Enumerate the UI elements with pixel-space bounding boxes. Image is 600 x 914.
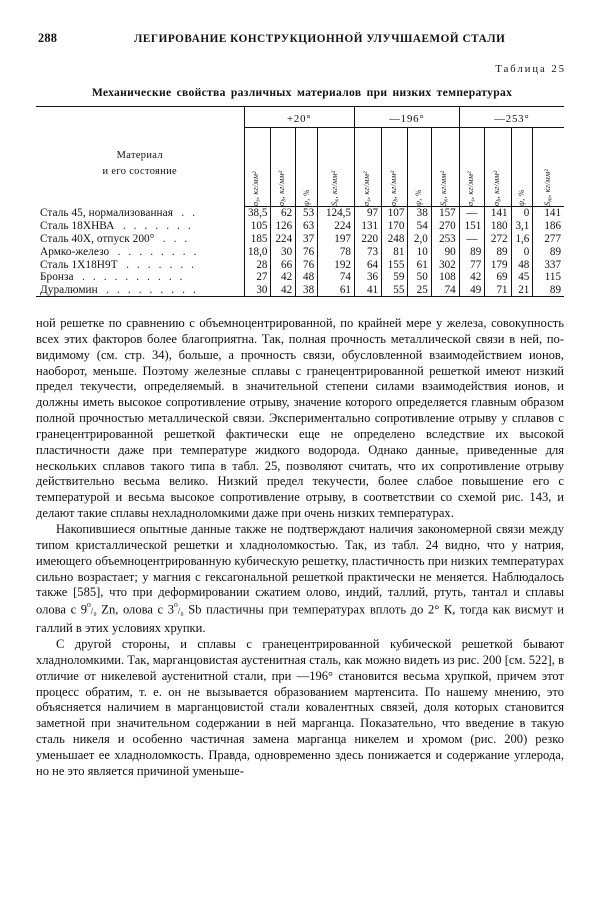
table-cell-value: 81 (382, 245, 408, 258)
table-cell-value: 37 (296, 233, 318, 246)
table-cell-material (36, 220, 244, 233)
table-cell-value: 63 (296, 220, 318, 233)
material-name: Сталь 45, нормализованная (40, 207, 173, 220)
table-cell-value: 28 (244, 258, 271, 271)
table-cell-value: 186 (533, 220, 564, 233)
table-column-header (318, 128, 355, 207)
table-cell-value: 141 (485, 207, 511, 220)
table-cell-value: 253 (431, 233, 459, 246)
table-cell-value: 71 (485, 284, 511, 297)
table-cell-value: 179 (485, 258, 511, 271)
column-header-label: $S_т$, кг/мм² (542, 168, 554, 206)
table-cell-value: 73 (354, 245, 381, 258)
table-cell-value: 1,6 (511, 233, 533, 246)
leader-dots: . . . (157, 232, 190, 245)
table-cell-value: 59 (382, 271, 408, 284)
table-cell-value: 45 (511, 271, 533, 284)
table-cell-value: 124,5 (318, 207, 355, 220)
running-head (38, 31, 566, 46)
table-group-header: —253° (459, 107, 564, 128)
material-name: Сталь 18ХНВА (40, 220, 115, 233)
table-column-header (408, 128, 431, 207)
column-header-label: $S_к$, кг/мм² (330, 170, 341, 206)
table-cell-value: 2,0 (408, 233, 431, 246)
table-cell-material (36, 271, 244, 284)
table-cell-value: 42 (271, 284, 296, 297)
table-cell-value: 277 (533, 233, 564, 246)
table-cell-value: 61 (408, 258, 431, 271)
table-cell-value: 157 (431, 207, 459, 220)
leader-dots: . . . . . . . . . (100, 284, 199, 297)
table-cell-value: 108 (431, 271, 459, 284)
table-cell-value: 197 (318, 233, 355, 246)
table-group-header: +20° (244, 107, 354, 128)
body-paragraph: С другой стороны, и сплавы с гранецентрированной кубической решеткой бывают хладноломкими. Так, марганцовистая аустенитная сталь, как можно видеть из рис. 200 [см. 522], в отличие от никелевой аустенитной стали, при —196° становится весьма хрупкой, причем этот процесс обратим, т. е. он не вызывается образованием мартенсита. По нашему мнению, это объясняется наличием в марганцовистой стали ковалентных связей, доля которых становится заметной при значительном содержании в ней марганца. Показательно, что введение в такую сталь никеля и особенно частичная замена марганца никелем и хромом (рис. 200) резко уменьшает ее хладноломкость. Правда, одновременно здесь понижается и содержание углерода, но не это является причиной уменьше- (36, 637, 564, 778)
body-text (36, 316, 564, 780)
table-cell-value: 61 (318, 284, 355, 297)
table-cell-value: 38 (296, 284, 318, 297)
table-column-header (296, 128, 318, 207)
table-cell-value: 74 (431, 284, 459, 297)
table-cell-value: 41 (354, 284, 381, 297)
leader-dots: . . . . . . . (120, 258, 197, 271)
table-cell-material (36, 245, 244, 258)
table-cell-value: 76 (296, 245, 318, 258)
table-cell-value: 53 (296, 207, 318, 220)
leader-dots: . . . . . . . . (112, 245, 200, 258)
table-cell-value: 36 (354, 271, 381, 284)
table-group-header-row (36, 107, 564, 128)
material-name: Дуралюмин (40, 284, 98, 297)
table-cell-material (36, 207, 244, 220)
table-row (36, 245, 564, 258)
percent-glyph: ⁰/₀ (173, 603, 184, 618)
table-row (36, 258, 564, 271)
table-cell-material (36, 233, 244, 246)
column-header-label: $\sigma_s$, кг/мм² (361, 171, 373, 206)
table-cell-value: 78 (318, 245, 355, 258)
mechanical-properties-table (36, 106, 564, 297)
table-column-header (459, 128, 485, 207)
column-header-label: $\sigma_b$, кг/мм² (388, 170, 400, 206)
table-cell-value: 64 (354, 258, 381, 271)
table-cell-value: 151 (459, 220, 485, 233)
table-cell-value: 42 (459, 271, 485, 284)
material-name: Сталь 1Х18Н9Т (40, 258, 118, 271)
table-cell-value: 126 (271, 220, 296, 233)
table-stub-header (36, 107, 244, 207)
table-cell-value: 74 (318, 271, 355, 284)
table-cell-value: 105 (244, 220, 271, 233)
table-cell-value: 42 (271, 271, 296, 284)
material-name: Бронза (40, 271, 74, 284)
table-cell-value: 248 (382, 233, 408, 246)
leader-dots: . . . . . . . . . . (76, 271, 186, 284)
page-number: 288 (38, 31, 58, 45)
table-cell-material (36, 284, 244, 297)
table-cell-value: 50 (408, 271, 431, 284)
table-cell-value: 54 (408, 220, 431, 233)
table-cell-value: 272 (485, 233, 511, 246)
table-cell-value: 90 (431, 245, 459, 258)
table-cell-value: 302 (431, 258, 459, 271)
table-cell-value: 66 (271, 258, 296, 271)
table-column-header (382, 128, 408, 207)
table-cell-value: 38 (408, 207, 431, 220)
column-header-label: $\sigma_s$, кг/мм² (465, 171, 477, 206)
table-cell-value: 69 (485, 271, 511, 284)
table-column-header (431, 128, 459, 207)
table-cell-value: 89 (533, 284, 564, 297)
table-row (36, 284, 564, 297)
table-cell-value: — (459, 207, 485, 220)
table-cell-value: 270 (431, 220, 459, 233)
column-header-label: ψ, % (301, 189, 311, 206)
table-cell-value: 76 (296, 258, 318, 271)
column-header-label: ψ, % (516, 189, 526, 206)
table-cell-value: 25 (408, 284, 431, 297)
table-cell-value: 170 (382, 220, 408, 233)
table-cell-value: 89 (485, 245, 511, 258)
table-column-header (244, 128, 271, 207)
table-cell-value: 224 (318, 220, 355, 233)
table-column-header (511, 128, 533, 207)
table-cell-value: 131 (354, 220, 381, 233)
table-column-header (354, 128, 381, 207)
stub-header-line1: Материал (116, 150, 163, 162)
table-cell-value: 0 (511, 245, 533, 258)
table-row (36, 271, 564, 284)
table-cell-value: 55 (382, 284, 408, 297)
table-cell-value: 21 (511, 284, 533, 297)
table-cell-value: 3,1 (511, 220, 533, 233)
table-cell-value: 0 (511, 207, 533, 220)
table-cell-value: 89 (533, 245, 564, 258)
table-column-header (485, 128, 511, 207)
table-cell-value: 48 (511, 258, 533, 271)
table-row (36, 207, 564, 220)
material-name: Сталь 40Х, отпуск 200° (40, 232, 155, 245)
running-head-title: ЛЕГИРОВАНИЕ КОНСТРУКЦИОННОЙ УЛУЧШАЕМОЙ СТАЛИ (134, 33, 506, 45)
table-cell-value: 30 (271, 245, 296, 258)
stub-header-line2: и его состояние (102, 166, 177, 178)
table-cell-material (36, 258, 244, 271)
table-row (36, 220, 564, 233)
table-cell-value: 155 (382, 258, 408, 271)
table-cell-value: 115 (533, 271, 564, 284)
table-cell-value: 337 (533, 258, 564, 271)
table-column-header (271, 128, 296, 207)
table-cell-value: 220 (354, 233, 381, 246)
table-cell-value: 224 (271, 233, 296, 246)
percent-glyph: ⁰/₀ (87, 603, 97, 618)
table-group-header: —196° (354, 107, 459, 128)
material-name: Армко-железо (40, 245, 110, 258)
table-cell-value: — (459, 233, 485, 246)
table-cell-value: 38,5 (244, 207, 271, 220)
table-column-header (533, 128, 564, 207)
table-cell-value: 18,0 (244, 245, 271, 258)
leader-dots: . . . . . . . (117, 220, 194, 233)
table-cell-value: 49 (459, 284, 485, 297)
table-cell-value: 141 (533, 207, 564, 220)
table-caption: Механические свойства различных материалов при низких температурах (91, 86, 513, 99)
table-row (36, 233, 564, 246)
leader-dots: . . (175, 207, 198, 220)
table-cell-value: 77 (459, 258, 485, 271)
table-cell-value: 185 (244, 233, 271, 246)
table-cell-value: 192 (318, 258, 355, 271)
table-cell-value: 180 (485, 220, 511, 233)
table-cell-value: 10 (408, 245, 431, 258)
table-cell-value: 97 (354, 207, 381, 220)
table-cell-value: 107 (382, 207, 408, 220)
column-header-label: $S_к$, кг/мм² (439, 170, 450, 206)
column-header-label: $\sigma_b$, кг/мм² (491, 170, 503, 206)
table-cell-value: 62 (271, 207, 296, 220)
table-number-label: Таблица 25 (495, 64, 566, 75)
body-paragraph: ной решетке по сравнению с объемноцентрированной, по крайней мере у железа, совокупность всех этих факторов более благоприятна. Так, полная прочность металлической связи в ней, по-видимому (см. стр. 34), больше, а прочность связи, обусловленной взаимодействием ионов, наоборот, меньше. Поэтому железные сплавы с гранецентрированной решеткой имеют низкий предел текучести, определяемый. в значительной степени силами взаимодействия ионов, и должны иметь высокое сопротивление отрыву, значение которого определяется главным образом полной прочностью металлической связи. Экспериментально сопротивление отрыву у сплавов с гранецентрированной решеткой фактически еще не определено вследствие их высокой пластичности даже при температуре жидкого водорода. Однако данные, приведенные для нескольких сплавов такого типа в табл. 25, позволяют считать, что их сопротивление отрыву действительно весьма велико. Низкий предел текучести, более слабое повышение его с температурой и весьма высокое сопротивление отрыву, в соответствии со схемой рис. 143, и делают такие сплавы нехладноломкими даже при очень низких температурах. (36, 316, 564, 521)
table-cell-value: 30 (244, 284, 271, 297)
body-paragraph: Накопившиеся опытные данные также не подтверждают наличия закономерной связи между типом кристаллической решетки и хладноломкостью. Так, из табл. 24 видно, что у натрия, имеющего объемноцентрированную кубическую решетку, пластичность при низких температурах сильно возрастает; у магния с гексагональной решеткой практически не меняется. Наблюдалось также [585], что при деформировании сжатием олово, индий, таллий, ртуть, тантал и сплавы олова с $9^{^0/_0}$ Zn, олова с $3^{^0/_0}$ Sb пластичны при температурах вплоть до 2° К, тогда как висмут и галлий в этих условиях хрупки. (36, 521, 565, 636)
column-header-label: ψ, % (414, 189, 424, 206)
table-cell-value: 89 (459, 245, 485, 258)
column-header-label: $\sigma_s$, кг/мм² (251, 171, 263, 206)
table-cell-value: 27 (244, 271, 271, 284)
table-cell-value: 48 (296, 271, 318, 284)
column-header-label: $\sigma_b$, кг/мм² (277, 170, 288, 206)
